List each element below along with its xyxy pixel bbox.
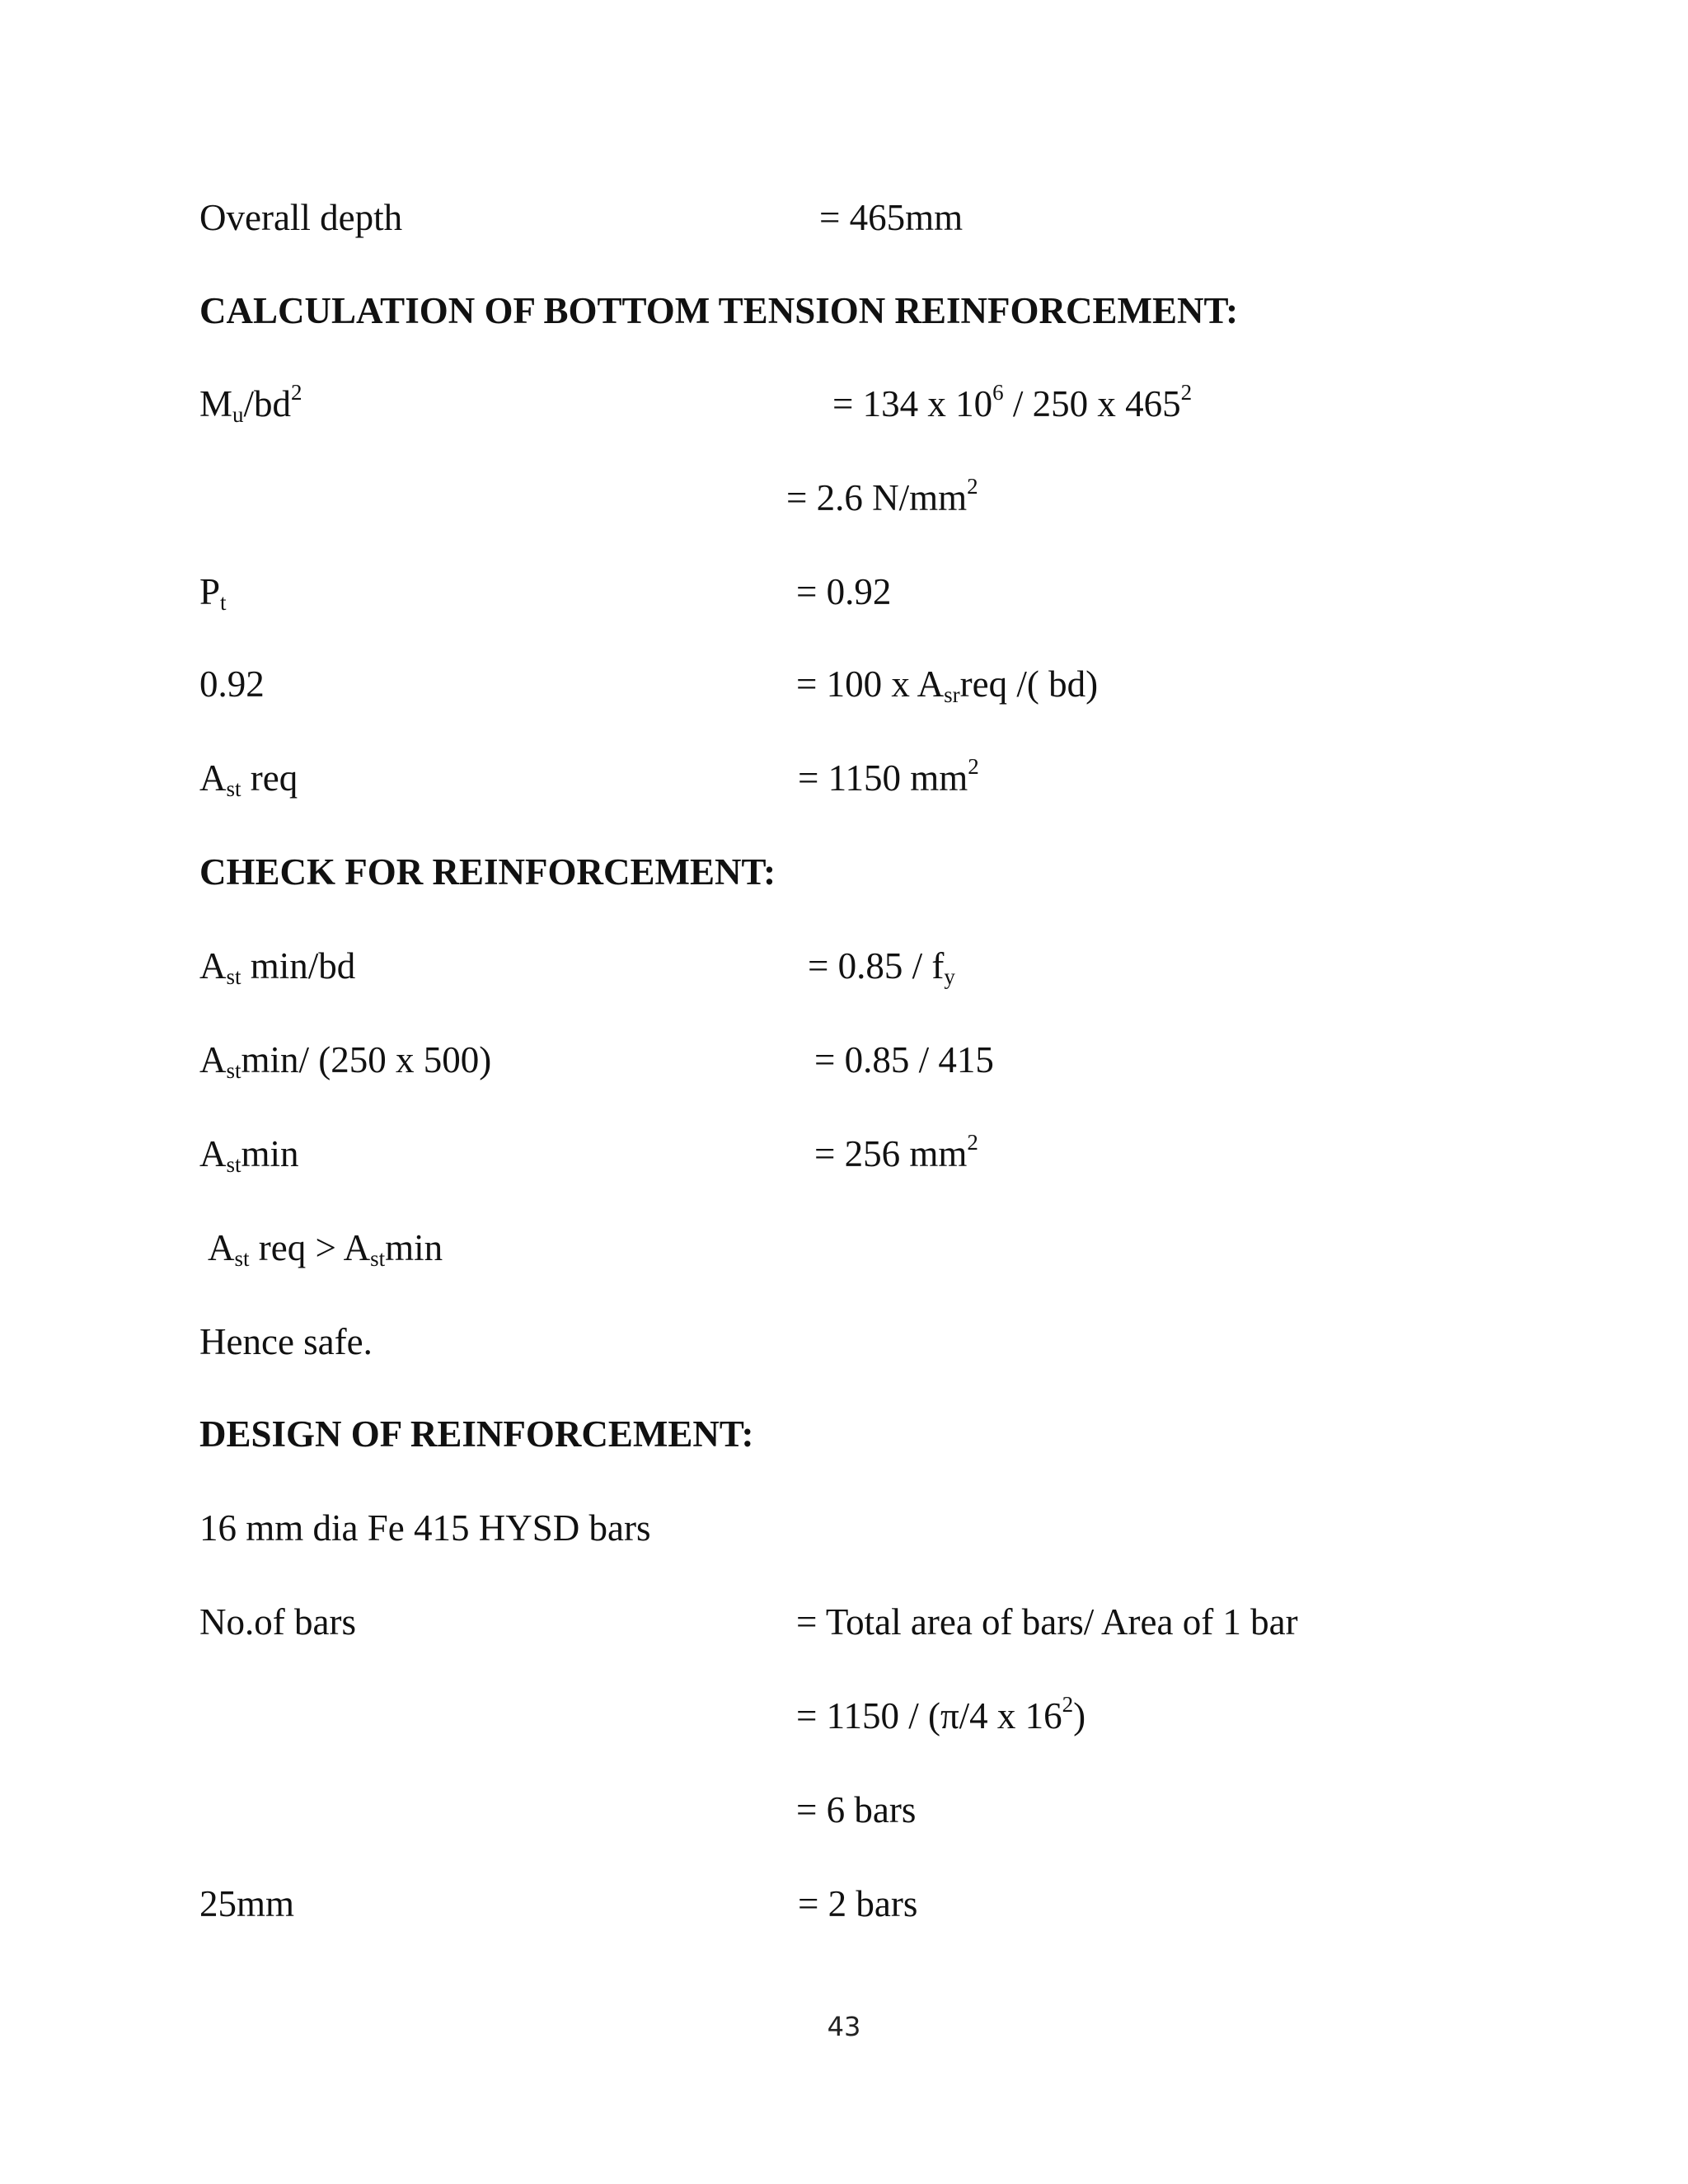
ast-min-bd-label: $A_{st}$ min/bd bbox=[199, 945, 356, 989]
ast-min-250-value: = 0.85 / 415 bbox=[814, 1039, 994, 1080]
bars-25mm-value: = 2 bars bbox=[798, 1883, 918, 1924]
hence-safe-text: Hence safe. bbox=[199, 1321, 373, 1362]
heading-design-reinforcement: DESIGN OF REINFORCEMENT: bbox=[199, 1413, 754, 1455]
pt-eq-label: 0.92 bbox=[199, 663, 265, 705]
heading-check-reinforcement: CHECK FOR REINFORCEMENT: bbox=[199, 851, 776, 893]
page-number: 43 bbox=[827, 2011, 861, 2042]
ast-req-value: = 1150 $mm^2$ bbox=[798, 753, 979, 799]
no-of-bars-formula: = Total area of bars/ Area of 1 bar bbox=[796, 1601, 1298, 1643]
mu-bd2-label: $M_u/bd^2$ bbox=[199, 379, 302, 427]
ast-comparison: $A_{st}$ req > $A_{st}\min$ bbox=[208, 1227, 443, 1271]
ast-req-label: $A_{st}$ req bbox=[199, 757, 298, 801]
bars-25mm-label: 25mm bbox=[199, 1883, 295, 1924]
overall-depth-value: = 465mm bbox=[819, 197, 964, 238]
no-of-bars-label: No.of bars bbox=[199, 1601, 356, 1643]
ast-min-bd-value: = $0.85 / f_y$ bbox=[808, 945, 955, 989]
overall-depth-label: Overall depth bbox=[199, 197, 403, 238]
pt-value: = 0.92 bbox=[796, 571, 892, 612]
pt-eq-value: = 100 x $A_{sr}req$ /( bd) bbox=[796, 663, 1099, 707]
heading-bottom-tension: CALCULATION OF BOTTOM TENSION REINFORCEMENT: bbox=[199, 290, 1239, 331]
bars-result: = 6 bars bbox=[796, 1789, 917, 1830]
bars-calculation: = 1150 / (π/4 x $16^2$) bbox=[796, 1691, 1086, 1736]
ast-min-250-label: $A_{st}\min/$ (250 x 500) bbox=[199, 1039, 492, 1083]
mu-bd2-value: = 134 x $10^6 / 250$ x $465^2$ bbox=[832, 379, 1193, 424]
ast-min-value: = 256 $mm^2$ bbox=[814, 1129, 978, 1174]
bars-description: 16 mm dia Fe 415 HYSD bars bbox=[199, 1507, 651, 1549]
mu-bd2-result: = 2.6 $N/mm^2$ bbox=[786, 473, 978, 518]
ast-min-label: $A_{st}\min$ bbox=[199, 1133, 299, 1177]
pt-label: $P_t$ bbox=[199, 571, 227, 615]
